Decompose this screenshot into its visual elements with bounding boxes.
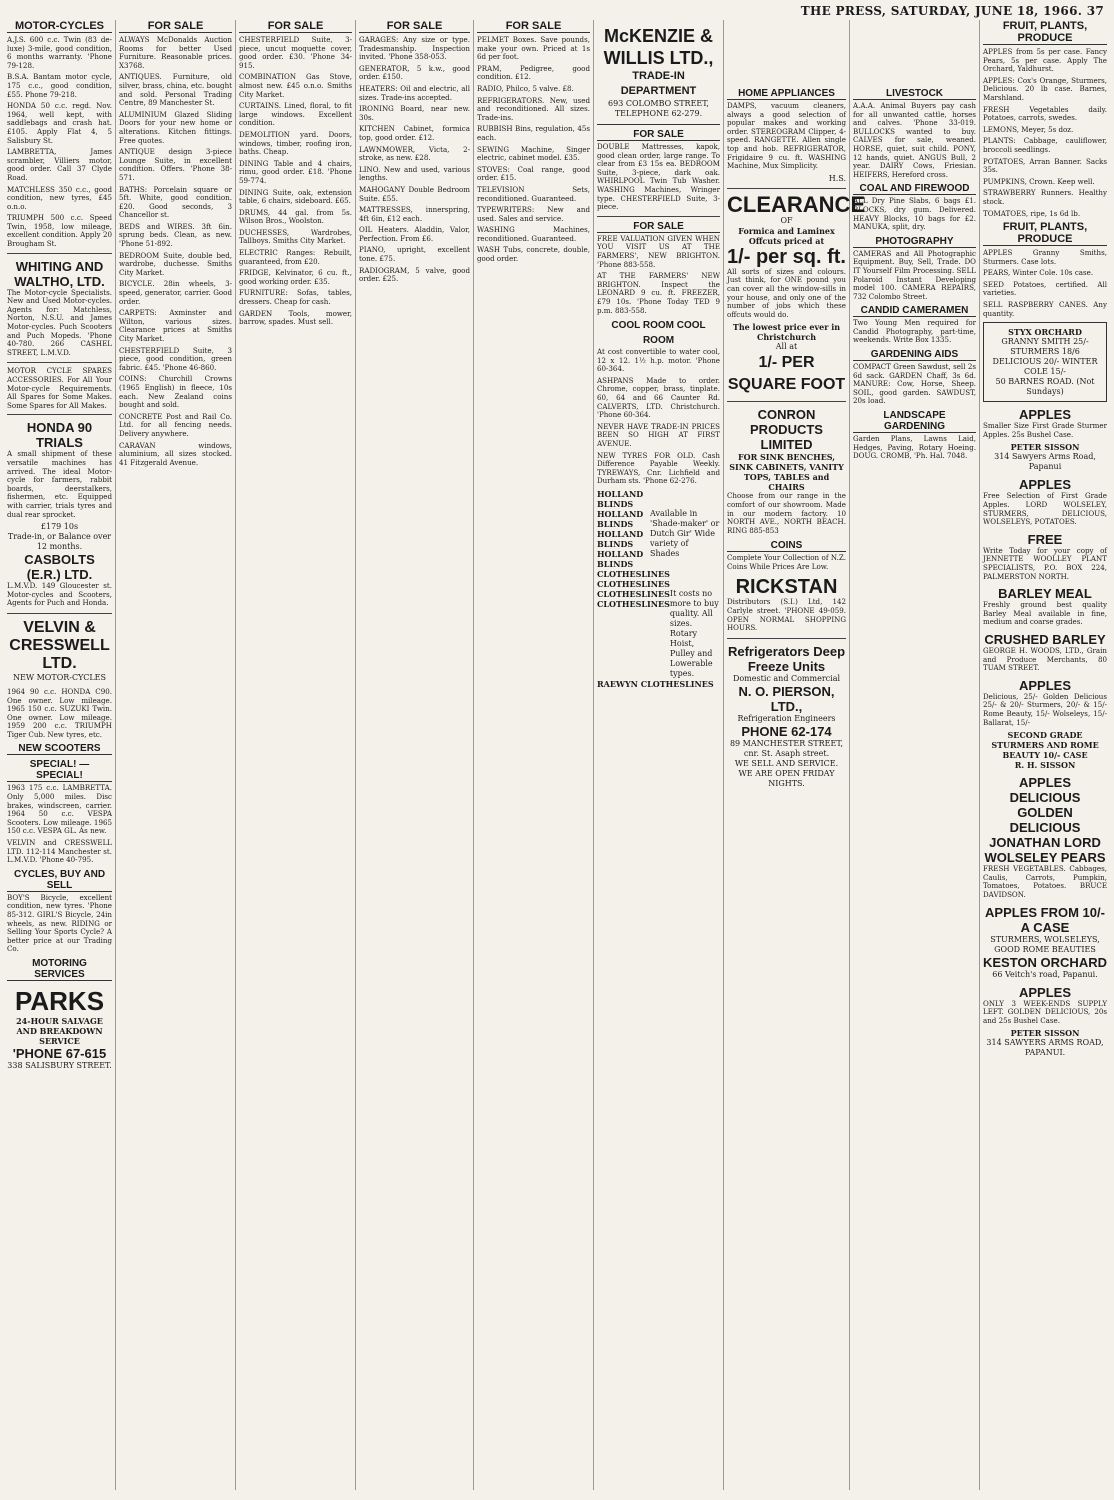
display-ad-apples-4: [983, 775, 1107, 899]
ad-title: KESTON ORCHARD: [983, 954, 1107, 970]
ad-title: Refrigerators Deep Freeze Units: [727, 643, 846, 674]
classified-ad: AT THE FARMERS' NEW BRIGHTON. Inspect the LEONARD 9 cu. ft. FREEZER, £79 10s. 'Phone Today TED 9 p.m. 883-558.: [597, 271, 720, 315]
ad-title: APPLES DELICIOUS GOLDEN DELICIOUS JONATHAN LORD WOLSELEY PEARS: [984, 775, 1106, 866]
classified-ad: MATTRESSES, innerspring, 4ft 6in, £12 each.: [359, 205, 470, 223]
display-ad-free: [983, 532, 1107, 581]
ad-phone: PHONE 62-174: [741, 723, 832, 739]
display-ad-apples-2: [983, 477, 1107, 526]
classified-ad: A.J.S. 600 c.c. Twin (83 de-luxe) 3-mile, good condition, 6 months warranty. 'Phone 79-128.: [7, 35, 112, 70]
classified-ad: ANTIQUE design 3-piece Lounge Suite, in excellent condition. Offers. 'Phone 38-571.: [119, 147, 232, 182]
ad-body: Smaller Size First Grade Sturmer Apples. 25s Bushel Case.: [983, 421, 1107, 439]
ad-title: CLOTHESLINES: [597, 589, 670, 599]
classified-ad: POTATOES, Arran Banner. Sacks 35s.: [983, 156, 1107, 175]
ad-subtitle: NEW MOTOR-CYCLES: [13, 672, 106, 682]
classified-ad: WASHING Machines, reconditioned. Guaranteed.: [477, 225, 590, 243]
classified-ad: RUBBISH Bins, regulation, 45s each.: [477, 124, 590, 142]
classified-ad: FRIDGE, Kelvinator, 6 cu. ft., good working order. £35.: [239, 268, 352, 286]
classified-ad: BEDS and WIRES. 3ft 6in. sprung beds. Clean, as new. 'Phone 51-892.: [119, 221, 232, 249]
section-heading: LANDSCAPE GARDENING: [853, 410, 976, 433]
display-ad-holland-blinds: [597, 489, 720, 569]
classified-ad: BEDROOM Suite, double bed, wardrobe, duchesse. Smiths City Market.: [119, 250, 232, 277]
section-heading: NEW SCOOTERS: [7, 743, 112, 755]
ad-text: The lowest price ever in Christchurch: [732, 322, 841, 343]
display-ad-mckenzie: [597, 25, 720, 125]
ad-body: GRANNY SMITH 25/- STURMERS 18/6 DELICIOUS 20/- WINTER COLE 15/-: [992, 337, 1098, 377]
section-heading: FOR SALE: [597, 129, 720, 141]
ad-title: APPLES: [1018, 677, 1071, 693]
classified-ad: TELEVISION Sets, reconditioned. Guaranteed.: [477, 184, 590, 203]
ad-title: APPLES FROM 10/- A CASE: [985, 904, 1105, 935]
classified-ad: APPLES: Cox's Orange, Sturmers, Delicious. 20 lb case. Barnes, Marshland.: [983, 75, 1107, 102]
ad-body: FRESH VEGETABLES. Cabbages, Caulis, Carrots, Pumpkin, Tomatoes, Potatoes. BRUCE DAVIDSON.: [983, 864, 1107, 899]
column-motorcycles: [4, 20, 116, 1490]
classified-ad: SELL RASPBERRY CANES. Any quantity.: [983, 300, 1107, 318]
classified-ad: ANTIQUES. Furniture, old silver, brass, china, etc. bought and sold. Personal Trading Centre, 89 Manchester St.: [119, 72, 232, 108]
spacer: [727, 20, 846, 84]
ad-title: HOLLAND BLINDS: [597, 529, 644, 549]
display-ad-crushed-barley: [983, 632, 1107, 673]
classified-ad: RADIOGRAM, 5 valve, good order. £25.: [359, 265, 470, 284]
classified-ad: ALWAYS McDonalds Auction Rooms for better Used Furniture. Reasonable prices. X3768.: [119, 35, 232, 70]
ad-body: A small shipment of these versatile machines has arrived. The ideal Motor-cycle for farmers, rabbit boards, deerstalkers, fishermen, etc. Equipped with carrier, trials tyres and dual rear sprocket.: [7, 449, 112, 519]
classified-ad: ALL Dry Pine Slabs, 6 bags £1. BLOCKS, dry gum. Delivered. HEAVY Blocks, 10 bags for £2. MANUKA, split, dry.: [853, 196, 976, 232]
classified-ad: Garden Plans, Lawns Laid, Hedges, Paving, Rotary Hoeing. DOUG. CROMB, 'Ph. Hal. 7048.: [853, 434, 976, 461]
classified-ad: TYPEWRITERS: New and used. Sales and service.: [477, 205, 590, 223]
column-heading: FOR SALE: [239, 20, 352, 33]
ad-body: Choose from our range in the comfort of our showroom. Made in our modern factory. 10 NORTH AVE., NORTH BEACH. RING 885-853: [727, 491, 846, 535]
classified-ad: FURNITURE: Sofas, tables, dressers. Cheap for cash.: [239, 288, 352, 307]
classified-ad: ELECTRIC Ranges: Rebuilt, guaranteed, from £20.: [239, 248, 352, 266]
display-ad-conron: [727, 407, 846, 535]
display-ad-whiting: [7, 259, 112, 358]
column-heading: FOR SALE: [119, 20, 232, 33]
ad-title: CLOTHESLINES: [597, 599, 670, 609]
ad-title: CRUSHED BARLEY: [984, 631, 1106, 647]
column-heading: FRUIT, PLANTS, PRODUCE: [983, 221, 1107, 246]
ad-price: 1/- PER SQUARE FOOT: [727, 354, 846, 394]
divider: [727, 188, 846, 189]
column-livestock: [850, 20, 980, 1490]
classified-ad: PUMPKINS, Crown. Keep well.: [983, 176, 1095, 186]
ad-title: PETER SISSON: [1010, 442, 1080, 453]
classified-ad: DAMPS, vacuum cleaners, always a good selection of popular makes and working order. STEREOGRAM Clipper, 4-speed. RANGETTE. Allen single top and hob. REFRIGERATOR, Frigidaire 9 cu. ft. WASHING Machine, Mux Simplicity.: [727, 101, 846, 171]
classified-ad: PEARS, Winter Cole. 10s case.: [983, 268, 1094, 278]
running-header: THE PRESS, SATURDAY, JUNE 18, 1966. 37: [800, 4, 1104, 18]
spacer: [853, 20, 976, 84]
divider: [7, 414, 112, 415]
classified-ad: COINS: Churchill Crowns (1965 English) in fleece, 10s each. New Zealand coins bought and sold.: [119, 374, 232, 410]
classified-ad: OIL Heaters. Aladdin, Valor, Perfection. From £6.: [359, 225, 470, 243]
ad-title: CASBOLTS (E.R.) LTD.: [24, 552, 95, 583]
classified-ad: COMBINATION Gas Stove, almost new. £45 o.n.o. Smiths City Market.: [239, 72, 352, 99]
classified-ad: BICYCLE. 28in wheels, 3-speed, generator, carrier. Good order.: [119, 279, 232, 306]
ad-title: VELVIN & CRESSWELL LTD.: [9, 618, 110, 672]
ad-body: Write Today for your copy of JENNETTE WOOLLEY PLANT SPECIALISTS, P.O. BOX 224, PALMERSTON NORTH.: [983, 545, 1107, 581]
ad-title: CLOTHESLINES: [597, 569, 670, 579]
classified-ad: LAMBRETTA, James scrambler, Villiers motor, good order. Call 37 Clyde Road.: [7, 147, 112, 182]
classified-ad: ASHPANS Made to order. Chrome, copper, brass, tinplate. 60, 64 and 66 Caunter Rd. CALVERTS, LTD. Christchurch. 'Phone 60-364.: [597, 375, 720, 420]
classified-ad: 1964 90 c.c. HONDA C90. One owner. Low mileage. 1965 150 c.c. SUZUKI Twin. One owner. Low mileage. 1959 200 c.c. TRIUMPH Tiger Cub. New tyres, etc.: [7, 686, 112, 739]
ad-title: CONRON PRODUCTS LIMITED: [750, 407, 823, 453]
ad-title: CLEARANCE: [727, 191, 866, 217]
display-ad-clotheslines: [597, 569, 720, 679]
classified-ad: B.S.A. Bantam motor cycle, 175 c.c., good condition, £55. Phone 79-218.: [7, 72, 112, 99]
classified-ad: CHESTERFIELD Suite, 3 piece, good condition, green fabric. £45. 'Phone 46-860.: [119, 345, 232, 372]
classified-ad: HONDA 50 c.c. regd. Nov. 1964, well kept, with saddlebags and crash hat. £105. Apply Flat 4, 5 Salisbury St.: [7, 101, 112, 145]
classified-ad: LEMONS, Meyer, 5s doz.: [983, 124, 1074, 134]
ad-address: 693 COLOMBO STREET, TELEPHONE 62-279.: [608, 99, 709, 118]
classified-ad: DUCHESSES, Wardrobes, Tallboys. Smiths City Market.: [239, 227, 352, 246]
classified-ad: SEED Potatoes, certified. All varieties.: [983, 279, 1107, 298]
ad-title: RICKSTAN: [735, 576, 838, 599]
ad-subtitle: TRADE-IN DEPARTMENT: [620, 70, 697, 97]
ad-terms: Trade-in, or Balance over 12 months.: [7, 532, 112, 552]
ad-body: ONLY 3 WEEK-ENDS SUPPLY LEFT. GOLDEN DELICIOUS, 20s and 25s Bushel Case.: [983, 998, 1107, 1025]
ad-title: APPLES: [1018, 477, 1071, 493]
section-heading: LIVESTOCK: [853, 88, 976, 100]
ad-address: 89 MANCHESTER STREET, cnr. St. Asaph street.: [729, 738, 844, 758]
classified-ad: NEW TYRES FOR OLD. Cash Difference Payable Weekly. TYREWAYS, Cnr. Lichfield and Durham sts. 'Phone 62-276.: [597, 450, 720, 486]
column-mckenzie-left: [594, 20, 724, 1490]
classified-ad: BATHS: Porcelain square or 5ft. White, good condition. £20. Good seconds, 3 Chancellor st.: [119, 184, 232, 220]
ad-title: R. H. SISSON: [1014, 760, 1076, 771]
ad-body: GEORGE H. WOODS, LTD., Grain and Produce Merchants, 80 TUAM STREET.: [983, 645, 1107, 673]
column-heading: FOR SALE: [359, 20, 470, 33]
ad-title: STYX ORCHARD: [1008, 327, 1082, 338]
ad-body: All sorts of sizes and colours. Just think, for ONE pound you can cover all the window-sills in your house, and only one of the number of jobs which these offcuts would do.: [727, 266, 846, 319]
classified-ad: HEATERS: Oil and electric, all sizes. Trade-ins accepted.: [359, 83, 470, 102]
ad-title: APPLES: [1018, 407, 1071, 423]
classified-ad: ALUMINIUM Glazed Sliding Doors for your new home or alterations. Kitchen fittings. Free quotes.: [119, 109, 232, 145]
classified-ad: DINING Table and 4 chairs, rimu, good order. £18. 'Phone 59-774.: [239, 158, 352, 185]
ad-text: SECOND GRADE STURMERS AND ROME BEAUTY 10/- CASE: [991, 730, 1099, 761]
classified-ad: 1963 175 c.c. LAMBRETTA. Only 5,000 miles. Disc brakes, windscreen, carrier. 1964 50 c.c. VESPA Scooters. Low mileage. 1965 150 c.c. VESPA GL. As new.: [7, 783, 112, 836]
divider: [7, 253, 112, 254]
display-ad-parks: [7, 986, 112, 1071]
classified-ad: At cost convertible to water cool, 12 x 12. 1½ h.p. motor. 'Phone 60-364.: [597, 347, 720, 374]
classified-ad: FRESH Vegetables daily. Potatoes, carrots, swedes.: [983, 104, 1107, 123]
column-for-sale-1: [116, 20, 236, 1490]
classified-ad: LAWNMOWER, Victa, 2-stroke, as new. £28.: [359, 144, 470, 163]
ad-text: WE SELL AND SERVICE. WE ARE OPEN FRIDAY NIGHTS.: [734, 758, 839, 788]
classified-ad: CAMERAS and All Photographic Equipment. Buy, Sell, Trade. DO IT Yourself Film Processing. SELL Polaroid Instant Developing model 100. CAMERA REPAIRS, 732 Colombo Street.: [853, 248, 976, 301]
ad-body: L.M.V.D. 149 Gloucester st. Motor-cycles and Scooters, Agents for Puch and Honda.: [7, 581, 112, 608]
classified-ad: LINO. New and used, various lengths.: [359, 164, 470, 183]
classified-ad: GARAGES: Any size or type. Tradesmanship. Inspection invited. 'Phone 358-053.: [359, 35, 470, 62]
column-heading: MOTOR-CYCLES: [7, 20, 112, 33]
ad-body: STURMERS, WOLSELEYS, GOOD ROME BEAUTIES: [990, 934, 1100, 954]
column-for-sale-4: [474, 20, 594, 1490]
section-heading: COINS: [727, 540, 846, 552]
ad-title: BARLEY MEAL: [998, 586, 1092, 602]
ad-address: 66 Veitch's road, Papanui.: [992, 969, 1098, 979]
display-ad-honda: [7, 420, 112, 608]
display-ad-pierson: [727, 644, 846, 789]
classified-ad: PIANO, upright, excellent tone. £75.: [359, 245, 470, 264]
classified-ad: COMPACT Green Sawdust, sell 2s 6d sack. GARDEN Chaff, 3s 6d. MANURE: Cow, Horse, Sheep. SOIL, good garden. SAWDUST, 20s load.: [853, 362, 976, 406]
ad-address: 314 Sawyers Arms Road, Papanui: [994, 452, 1096, 472]
divider: [7, 613, 112, 614]
ad-body: Delicious, 25/- Golden Delicious 25/- & 20/- Sturmers, 20/- & 15/- Rome Beauty, 15/- Wolseleys, 15/- Ballarat, 15/-: [983, 691, 1107, 727]
classified-ad: SEWING Machine, Singer electric, cabinet model. £35.: [477, 144, 590, 163]
ad-title: WHITING AND WALTHO, LTD.: [14, 258, 105, 289]
classified-ad: CHESTERFIELD Suite, 3-piece, uncut moquette cover, good order. £30. 'Phone 34-915.: [239, 35, 352, 70]
display-ad-apples-3: [983, 678, 1107, 770]
ad-title: N. O. PIERSON, LTD.,: [738, 683, 835, 714]
ad-phone: 'PHONE 67-615: [12, 1045, 107, 1061]
display-ad-velvin: [7, 619, 112, 683]
ad-text: 50 BARNES ROAD. (Not Sundays): [995, 377, 1095, 397]
divider: [7, 362, 112, 363]
classified-ad: DRUMS, 44 gal. from 5s. Wilson Bros., Woolston.: [239, 207, 352, 226]
display-ad-rickstan: [727, 576, 846, 632]
ad-signature: H.S.: [828, 173, 846, 183]
classified-ad: MATCHLESS 350 c.c., good condition, new tyres, £45 o.n.o.: [7, 184, 112, 211]
column-for-sale-3: [356, 20, 474, 1490]
classified-ad: STOVES: Coal range, good order. £15.: [477, 164, 590, 183]
ad-subtitle: Domestic and Commercial: [732, 673, 841, 683]
ad-title: HOLLAND BLINDS: [597, 509, 644, 529]
classified-ad: BOY'S Bicycle, excellent condition, new tyres. 'Phone 85-312. GIRL'S Bicycle, 24in wheels, as new. RIDING or Selling Your Sports Cycle? A better price at our Trading Co.: [7, 892, 112, 954]
display-ad-barley: [983, 586, 1107, 627]
ad-address: 314 SAWYERS ARMS ROAD, PAPANUI.: [986, 1038, 1104, 1058]
ad-text: OF: [780, 215, 793, 225]
ad-price: 1/- per sq. ft.: [727, 245, 846, 268]
ad-body: It costs no more to buy quality. All sizes. Rotary Hoist, Pulley and Lowerable types.: [669, 589, 719, 678]
classified-ad: VELVIN and CRESSWELL LTD. 112-114 Manchester st. L.M.V.D. 'Phone 40-795.: [7, 838, 112, 865]
column-mckenzie-right: [724, 20, 866, 1490]
ad-title: HONDA 90 TRIALS: [26, 420, 93, 451]
section-heading: CANDID CAMERAMEN: [853, 305, 976, 317]
classified-ad: CONCRETE Post and Rail Co. Ltd. for all fencing needs. Delivery anywhere.: [119, 411, 232, 438]
ad-price: £179 10s: [40, 522, 79, 532]
classified-ad: GARDEN Tools, mower, barrow, spades. Must sell.: [239, 308, 352, 327]
ad-title: PETER SISSON: [1010, 1028, 1080, 1039]
ad-body: Freshly ground best quality Barley Meal available in fine, medium and coarse grades.: [983, 600, 1107, 627]
column-for-sale-2: [236, 20, 356, 1490]
classified-ad: WASH Tubs, concrete, double, good order.: [477, 245, 590, 264]
classified-ad: PELMET Boxes. Save pounds, make your own. Priced at 1s 6d per foot.: [477, 35, 590, 62]
classified-ad: NEVER HAVE TRADE-IN PRICES BEEN SO HIGH AT FIRST AVENUE.: [597, 421, 720, 449]
ad-title: HOLLAND BLINDS: [597, 549, 644, 569]
ad-subtitle: Refrigeration Engineers: [737, 713, 836, 723]
section-heading: MOTORING SERVICES: [7, 958, 112, 981]
classified-ad: A.A.A. Animal Buyers pay cash for all unwanted cattle, horses and calves. 'Phone 33-019. BULLOCKS wanted to buy. CALVES for sale, weaned. HORSE, quiet, suit child. PONY, 12 hands, quiet. ANGUS Bull, 2 year. DAIRY Cows, Friesian. HEIFERS, Hereford cross.: [853, 101, 976, 179]
classified-ad: DOUBLE Mattresses, kapok, good clean order, large range. To clear from £3 15s ea. BEDROOM Suite, 3-piece, dark oak. WHIRLPOOL Twin Tub Washer. WASHING Machines, Wringer type. CHESTERFIELD Suite, 3-piece.: [597, 142, 720, 212]
classified-ad: DEMOLITION yard. Doors, windows, timber, roofing iron, baths. Cheap.: [239, 129, 352, 157]
classified-ad: TRIUMPH 500 c.c. Speed Twin, 1958, low mileage, excellent condition. Apply 20 Brougham St.: [7, 213, 112, 249]
classified-ad: MAHOGANY Double Bedroom Suite. £55.: [359, 184, 470, 203]
classified-ad: RADIO, Philco, 5 valve. £8.: [477, 83, 574, 93]
classified-ad: APPLES Granny Smiths, Sturmers. Case lots.: [983, 248, 1107, 266]
ad-subtitle: 24-HOUR SALVAGE AND BREAKDOWN SERVICE: [16, 1015, 103, 1046]
classified-ad: CURTAINS. Lined, floral, to fit large windows. Excellent condition.: [239, 101, 352, 128]
ad-body: The Motor-cycle Specialists. New and Used Motor-cycles. Agents for: Matchless, Norton, N.S.U. and James Motor-cycles. Puch Scooters and Puch Mopeds. 'Phone 40-780. 266 CASHEL STREET, L.M.V.D.: [7, 287, 112, 357]
column-fruit-plants-produce: [980, 20, 1110, 1490]
ad-address: 338 SALISBURY STREET.: [7, 1060, 112, 1070]
section-heading: HOME APPLIANCES: [727, 88, 846, 100]
section-heading: CYCLES, BUY AND SELL: [7, 869, 112, 892]
ad-title: CLOTHESLINES: [597, 579, 670, 589]
section-heading: COAL AND FIREWOOD: [853, 183, 976, 195]
column-heading: FOR SALE: [477, 20, 590, 33]
ad-title: McKENZIE & WILLIS LTD.,: [603, 26, 714, 68]
classified-ad: STRAWBERRY Runners. Healthy stock.: [983, 188, 1107, 206]
ad-title: HOLLAND BLINDS: [597, 489, 644, 509]
ad-title: COOL ROOM COOL ROOM: [611, 320, 706, 347]
classified-ad: Complete Your Collection of N.Z. Coins While Prices Are Low.: [727, 553, 846, 571]
ad-title: FREE: [1027, 531, 1063, 547]
classified-ad: CARPETS: Axminster and Wilton, various sizes. Clearance prices at Smiths City Market.: [119, 308, 232, 343]
display-ad-styx-orchard: [983, 322, 1107, 402]
ad-text: All at: [775, 342, 798, 352]
classified-ad: KITCHEN Cabinet, formica top, good order. £12.: [359, 124, 470, 142]
column-heading: FRUIT, PLANTS, PRODUCE: [983, 20, 1107, 45]
classified-ad: IRONING Board, near new. 30s.: [359, 104, 470, 122]
ad-title: APPLES: [1018, 984, 1071, 1000]
classified-ad: TOMATOES, ripe, 1s 6d lb.: [983, 208, 1081, 218]
classified-ad: MOTOR CYCLE SPARES ACCESSORIES. For All Your Motor-cycle Requirements. All Spares for Some Makes. Some Spares for All Makes.: [7, 366, 112, 410]
classified-ad: DINING Suite, oak, extension table, 6 chairs, sideboard. £65.: [239, 187, 352, 206]
ad-body: Available in 'Shade-maker' or Dutch Gir' Wide variety of Shades: [650, 509, 720, 558]
ad-title: PARKS: [14, 985, 105, 1016]
ad-body: Free Selection of First Grade Apples. LORD WOLSELEY, STURMERS, DELICIOUS, WOLSELEYS, POTATOES.: [983, 491, 1107, 527]
divider: [727, 401, 846, 402]
ad-subtitle: FOR SINK BENCHES, SINK CABINETS, VANITY TOPS, TABLES and CHAIRS: [729, 452, 844, 493]
classified-ad: Two Young Men required for Candid Photography, part-time, weekends. Write Box 1335.: [853, 318, 976, 345]
section-heading: SPECIAL! — SPECIAL!: [7, 759, 112, 782]
ad-subtitle: Formica and Laminex Offcuts priced at: [738, 225, 835, 246]
display-ad-apples: [983, 407, 1107, 472]
display-ad-clearance: [727, 191, 866, 397]
classified-ad: PLANTS: Cabbage, cauliflower, broccoli seedlings.: [983, 136, 1107, 154]
section-heading: PHOTOGRAPHY: [853, 236, 976, 248]
ad-title: RAEWYN CLOTHESLINES: [597, 679, 714, 689]
divider: [727, 638, 846, 639]
section-heading: FOR SALE: [597, 221, 720, 233]
section-heading: GARDENING AIDS: [853, 349, 976, 361]
display-ad-apples-6: [983, 985, 1107, 1059]
classified-ad: CARAVAN windows, aluminium, all sizes stocked. 41 Fitzgerald Avenue.: [119, 440, 232, 467]
ad-body: Distributors (S.I.) Ltd, 142 Carlyle street. 'PHONE 49-059. OPEN NORMAL SHOPPING HOURS.: [727, 597, 846, 633]
divider: [597, 216, 720, 217]
classified-ad: FREE VALUATION GIVEN WHEN YOU VISIT US AT THE FARMERS', NEW BRIGHTON. 'Phone 883-558.: [597, 233, 720, 269]
classified-ad: APPLES from 5s per case. Fancy Pears, 5s per case. Apply The Orchard, Yaldhurst.: [983, 47, 1107, 74]
classified-ad: REFRIGERATORS. New, used and reconditioned. All sizes. Trade-ins.: [477, 95, 590, 122]
classified-ad: PRAM, Pedigree, good condition. £12.: [477, 63, 590, 82]
display-ad-keston: [983, 905, 1107, 980]
classified-ad: GENERATOR, 5 k.w., good order. £150.: [359, 63, 470, 82]
